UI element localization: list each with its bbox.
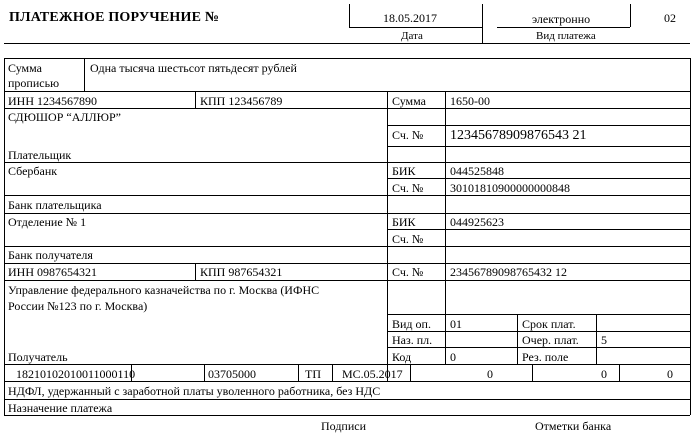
payer-bank-name: Сбербанк bbox=[8, 164, 58, 178]
recipient-bank-name: Отделение № 1 bbox=[8, 215, 87, 229]
document-date: 18.05.2017 bbox=[383, 11, 437, 25]
ochered-label: Очер. плат. bbox=[522, 333, 579, 347]
document-title: ПЛАТЕЖНОЕ ПОРУЧЕНИЕ № bbox=[9, 10, 220, 25]
recipient-account: 23456789098765432 12 bbox=[450, 265, 567, 279]
payer-inn: ИНН 1234567890 bbox=[8, 94, 97, 108]
kod-value: 0 bbox=[450, 350, 456, 364]
payer-bank-label: Банк плательщика bbox=[8, 198, 102, 212]
sum-label: Сумма bbox=[392, 94, 426, 108]
recipient-bank-label: Банк получателя bbox=[8, 248, 93, 262]
recipient-bank-bik-label: БИК bbox=[392, 215, 416, 229]
period-value: МС.05.2017 bbox=[342, 367, 403, 381]
recipient-name-line2: России №123 по г. Москва) bbox=[8, 299, 148, 313]
payer-account-label: Сч. № bbox=[392, 128, 424, 142]
signatures-label: Подписи bbox=[321, 419, 367, 433]
doc-date-value: 0 bbox=[601, 367, 607, 381]
oktmo-value: 03705000 bbox=[208, 367, 256, 381]
recipient-bank-corr-label: Сч. № bbox=[392, 232, 424, 246]
sum-value: 1650-00 bbox=[450, 94, 490, 108]
recipient-kpp: КПП 987654321 bbox=[200, 265, 283, 279]
payer-kpp: КПП 123456789 bbox=[200, 94, 283, 108]
recipient-account-label: Сч. № bbox=[392, 265, 424, 279]
recipient-name-line1: Управление федерального казначейства по г. Москва (ИФНС bbox=[8, 283, 320, 297]
payment-type-value: электронно bbox=[532, 12, 591, 26]
payer-label: Плательщик bbox=[8, 148, 72, 162]
naz-pl-label: Наз. пл. bbox=[392, 333, 433, 347]
amount-words-value: Одна тысяча шестьсот пятьдесят рублей bbox=[90, 61, 297, 75]
payer-name: СДЮШОР “АЛЛЮР” bbox=[8, 110, 121, 124]
payer-bank-bik-label: БИК bbox=[392, 164, 416, 178]
srok-plat-label: Срок плат. bbox=[522, 317, 576, 331]
payer-bank-corr-label: Сч. № bbox=[392, 181, 424, 195]
recipient-inn: ИНН 0987654321 bbox=[8, 265, 97, 279]
kbk-value: 18210102010011000110 bbox=[16, 367, 136, 381]
ochered-value: 5 bbox=[601, 333, 607, 347]
doc-num-value: 0 bbox=[487, 367, 493, 381]
recipient-bank-bik: 044925623 bbox=[450, 215, 504, 229]
payment-purpose-label: Назначение платежа bbox=[8, 401, 113, 415]
form-code: 02 bbox=[664, 11, 676, 25]
payer-bank-bik: 044525848 bbox=[450, 164, 504, 178]
rez-pole-label: Рез. поле bbox=[522, 350, 569, 364]
payer-account: 12345678909876543 21 bbox=[450, 128, 587, 143]
amount-words-label: Сумма bbox=[8, 61, 42, 75]
recipient-label: Получатель bbox=[8, 350, 68, 364]
amount-words-label-2: прописью bbox=[8, 76, 60, 90]
date-label: Дата bbox=[401, 30, 423, 42]
bank-marks-label: Отметки банка bbox=[535, 419, 612, 433]
vid-op-value: 01 bbox=[450, 317, 462, 331]
basis-value: ТП bbox=[305, 367, 321, 381]
payment-purpose-text: НДФЛ, удержанный с заработной платы уволенного работника, без НДС bbox=[8, 384, 381, 398]
payment-type-label: Вид платежа bbox=[536, 30, 596, 42]
payment-type-code: 0 bbox=[667, 367, 673, 381]
kod-label: Код bbox=[392, 350, 412, 364]
payer-bank-corr-account: 30101810900000000848 bbox=[450, 181, 570, 195]
vid-op-label: Вид оп. bbox=[392, 317, 431, 331]
